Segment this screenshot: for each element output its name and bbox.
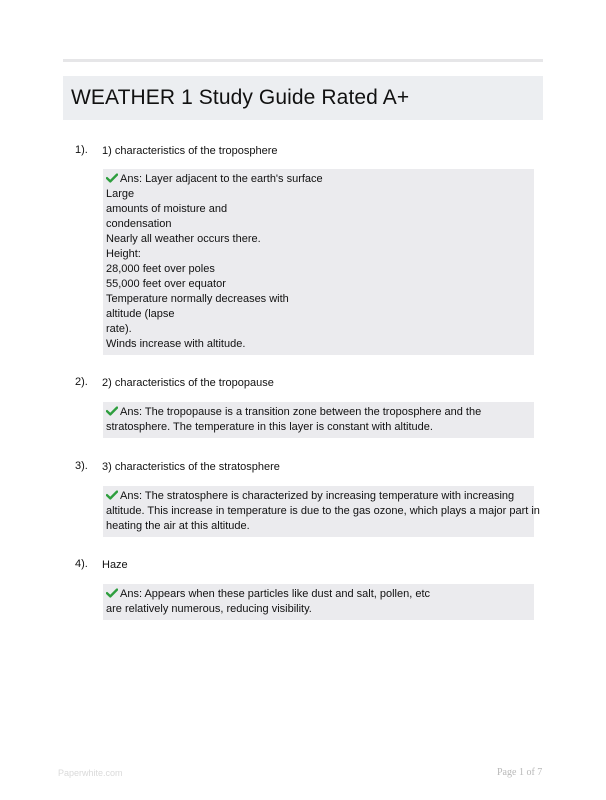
- question-number: 3).: [75, 460, 88, 472]
- answer-line: Ans: Appears when these particles like dust and salt, pollen, etc: [120, 588, 431, 600]
- document-title: WEATHER 1 Study Guide Rated A+: [71, 86, 410, 109]
- question-number: 1).: [75, 144, 88, 156]
- answer-line: 55,000 feet over equator: [106, 278, 226, 290]
- answer-line: Nearly all weather occurs there.: [106, 233, 261, 245]
- answer-line: are relatively numerous, reducing visibility.: [106, 603, 312, 615]
- check-icon: [106, 490, 118, 500]
- footer-watermark: Paperwhite.com: [58, 768, 123, 778]
- answer-line: Winds increase with altitude.: [106, 338, 246, 350]
- answer-line: Temperature normally decreases with: [106, 293, 289, 305]
- answer-line: Ans: The stratosphere is characterized by increasing temperature with increasing: [120, 490, 515, 502]
- check-icon: [106, 173, 118, 183]
- question-number: 2).: [75, 376, 88, 388]
- top-divider: [63, 59, 543, 62]
- answer-line: 28,000 feet over poles: [106, 263, 215, 275]
- question-text: 1) characteristics of the troposphere: [102, 145, 278, 157]
- check-icon: [106, 588, 118, 598]
- question-number: 4).: [75, 558, 88, 570]
- check-icon: [106, 406, 118, 416]
- question-text: 3) characteristics of the stratosphere: [102, 461, 280, 473]
- page-indicator: Page 1 of 7: [497, 767, 543, 778]
- question-text: 2) characteristics of the tropopause: [102, 377, 274, 389]
- answer-box: [103, 584, 534, 620]
- answer-line: amounts of moisture and: [106, 203, 228, 215]
- answer-line: Ans: Layer adjacent to the earth's surface: [120, 173, 323, 185]
- answer-line: Ans: The tropopause is a transition zone between the troposphere and the: [120, 406, 482, 418]
- answer-line: rate).: [106, 323, 132, 335]
- answer-line: heating the air at this altitude.: [106, 520, 250, 532]
- answer-box: [103, 169, 534, 355]
- answer-box: [103, 402, 534, 438]
- answer-line: Large: [106, 188, 135, 200]
- question-text: Haze: [102, 559, 128, 571]
- answer-line: Height:: [106, 248, 141, 260]
- answer-line: altitude (lapse: [106, 308, 175, 320]
- answer-line: altitude. This increase in temperature is due to the gas ozone, which plays a major part in: [106, 505, 540, 517]
- answer-line: stratosphere. The temperature in this layer is constant with altitude.: [106, 421, 433, 433]
- answer-box: [103, 486, 540, 537]
- answer-line: condensation: [106, 218, 172, 230]
- title-banner: [63, 76, 543, 120]
